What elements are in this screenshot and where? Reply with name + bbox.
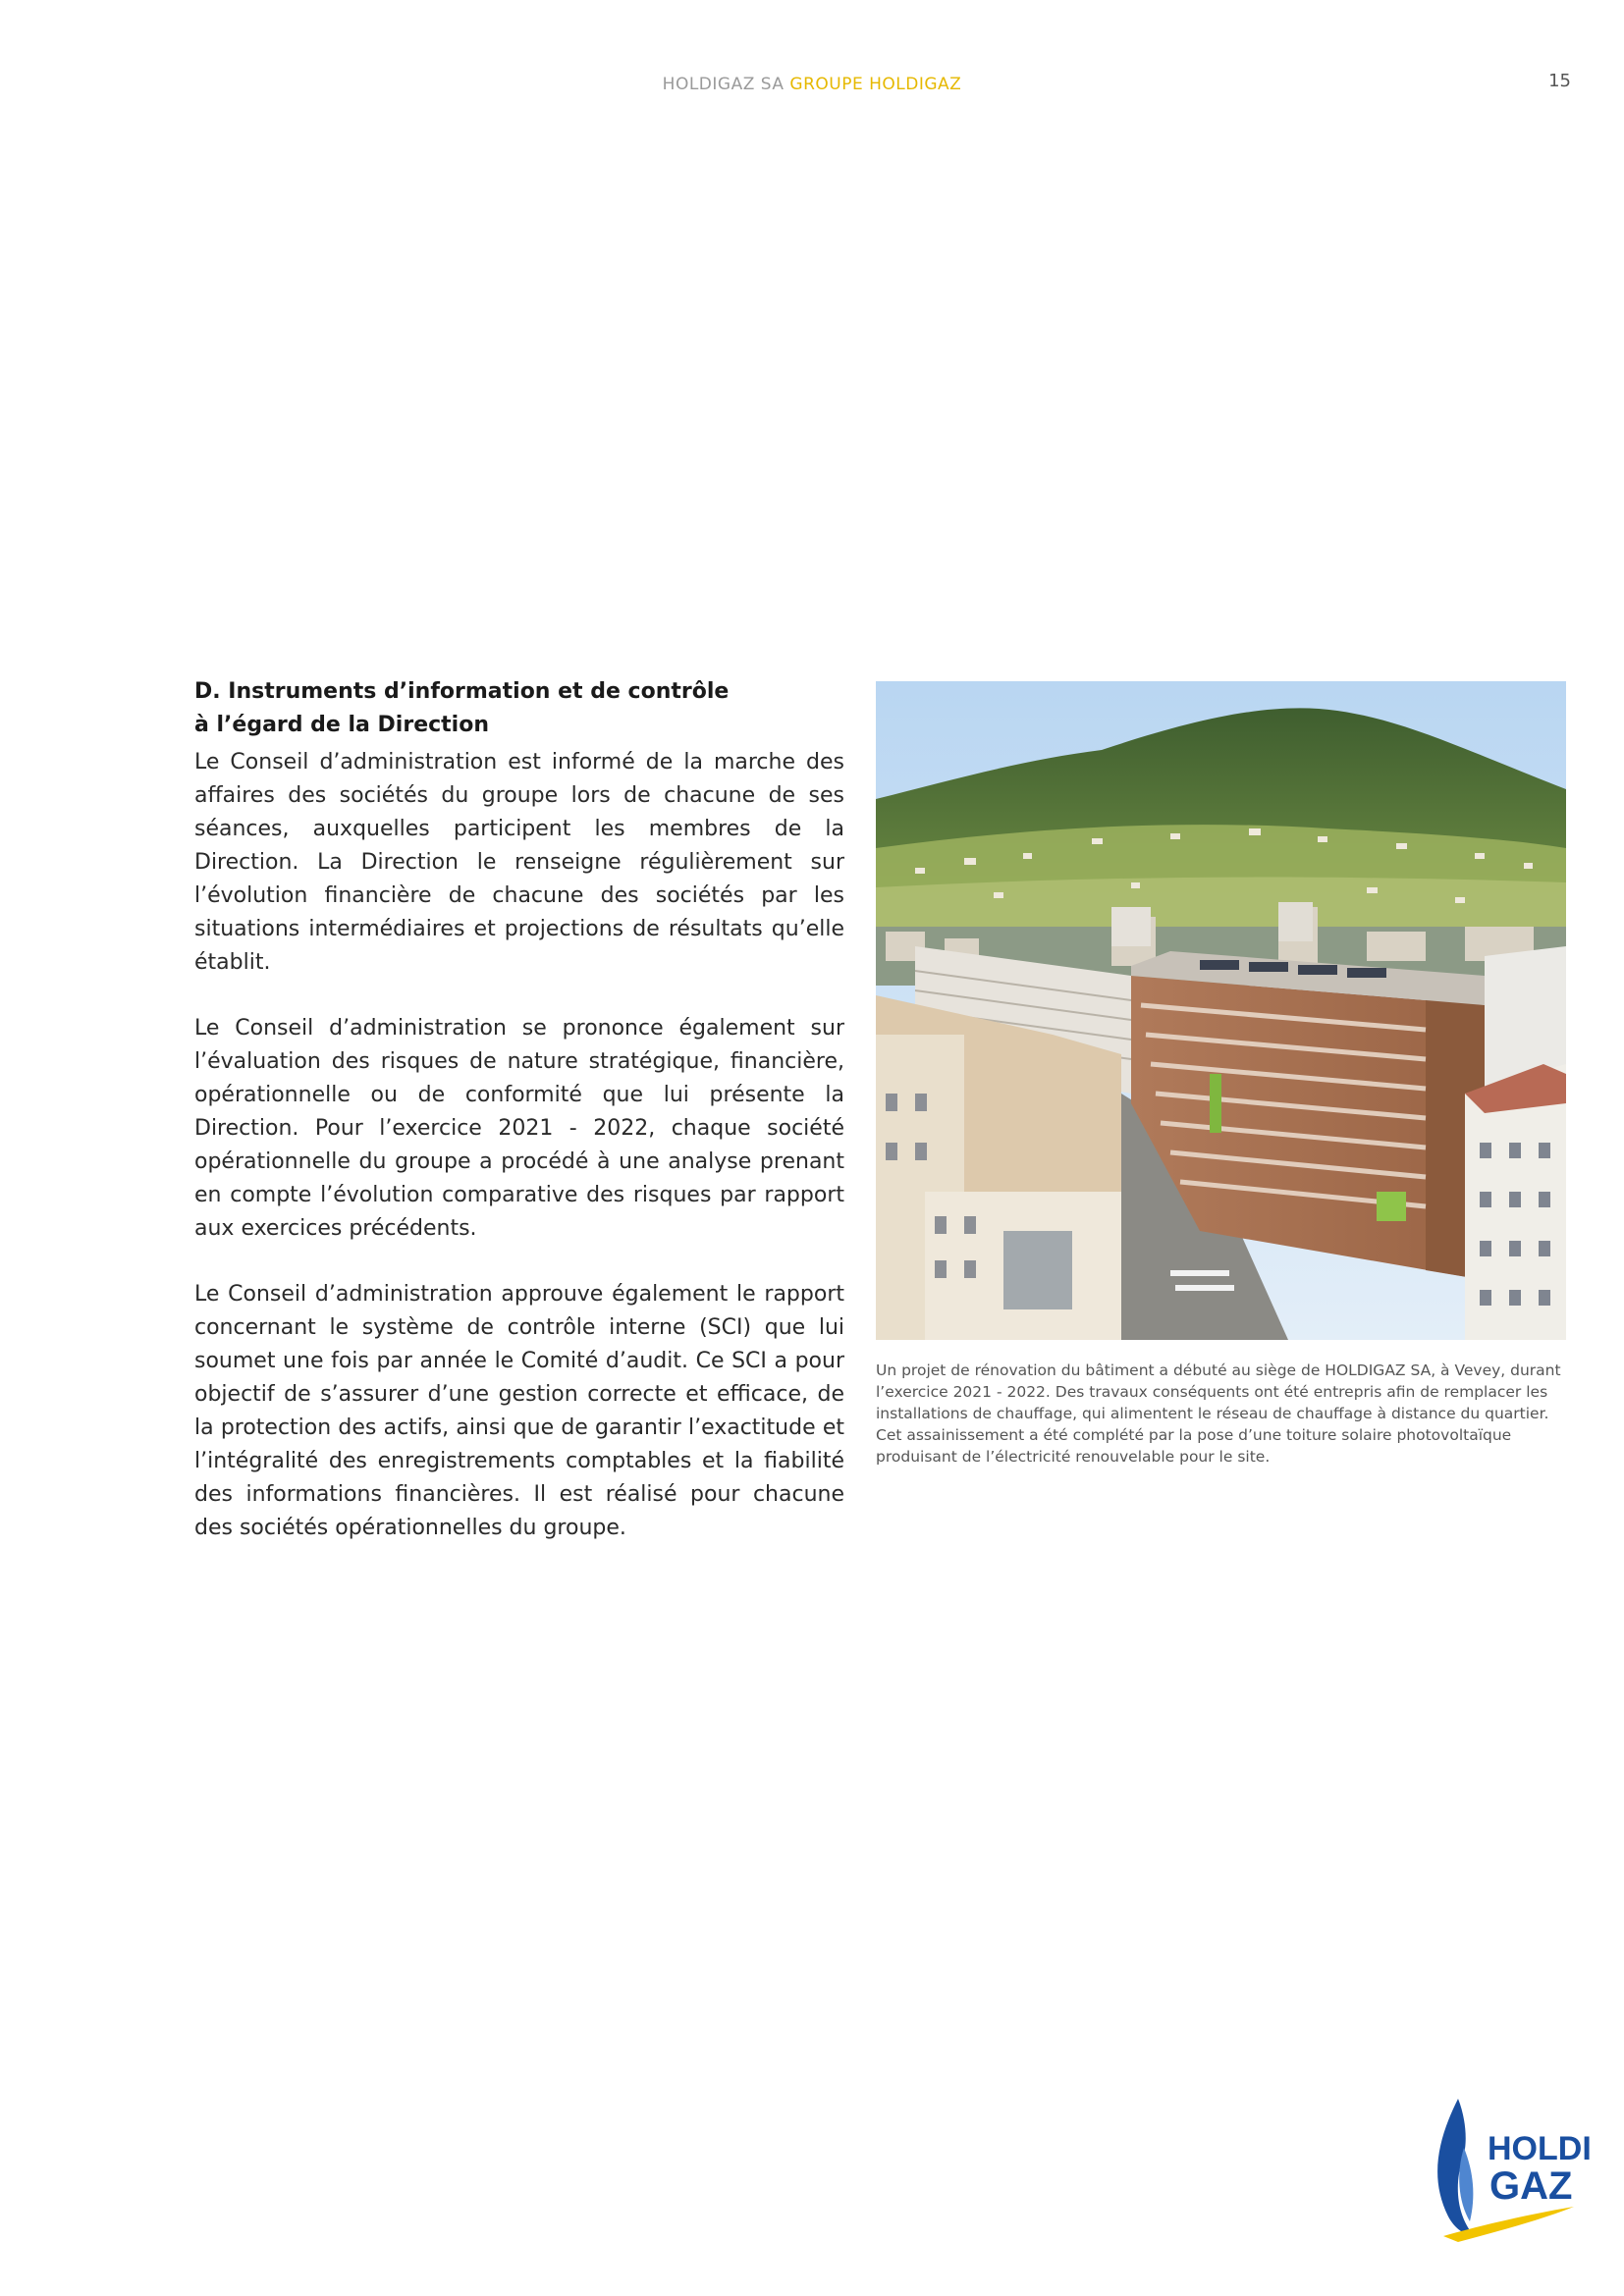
running-header bbox=[0, 75, 1624, 94]
header-group: GROUPE HOLDIGAZ bbox=[789, 75, 962, 94]
logo-text-line2: GAZ bbox=[1489, 2164, 1573, 2208]
building-photo bbox=[876, 681, 1566, 1340]
section-body bbox=[194, 675, 844, 1577]
section-title-line-2: à l’égard de la Direction bbox=[194, 713, 489, 737]
photo-caption: Un projet de rénovation du bâtiment a débuté au siège de HOLDIGAZ SA, à Vevey, durant l’exercice 2021 - 2022. Des travaux conséquents ont été entrepris afin de remplacer les installations de chauffage, qui alimentent le réseau de chauffage à distance du quartier. Cet assainissement a été complété par la pose d’une toiture solaire photovoltaïque produisant de l’électricité renouvelable pour le site. bbox=[876, 1362, 1561, 1466]
holdigaz-logo bbox=[1429, 2089, 1592, 2246]
paragraph-internal-control: Le Conseil d’administration approuve également le rapport concernant le système de contrôle interne (SCI) que lui soumet une fois par année le Comité d’audit. Ce SCI a pour objectif de s’assurer d’une gestion correcte et efficace, de la protection des actifs, ainsi que de garantir l’exactitude et l’intégralité des enregistrements comptables et la fiabilité des informations financières. Il est réalisé pour chacune des sociétés opérationnelles du groupe. bbox=[194, 1282, 844, 1540]
header-company: HOLDIGAZ SA bbox=[662, 75, 785, 94]
page-number: 15 bbox=[1548, 71, 1571, 91]
paragraph-information: Le Conseil d’administration est informé de la marche des affaires des sociétés du groupe lors de chacune de ses séances, auxquelles participent les membres de la Direction. La Direction le renseigne régulièrement sur l’évolution financière de chacune des sociétés par les situations intermédiaires et projections de résultats qu’elle établit. bbox=[194, 750, 844, 975]
paragraph-risks: Le Conseil d’administration se prononce également sur l’évaluation des risques de nature stratégique, financière, opérationnelle ou de conformité que lui présente la Direction. Pour l’exercice 2021 - 2022, chaque société opérationnelle du groupe a procédé à une analyse prenant en compte l’évolution comparative des risques par rapport aux exercices précédents. bbox=[194, 1016, 844, 1241]
logo-text-line1: HOLDI bbox=[1488, 2130, 1592, 2167]
section-title-line-1: D. Instruments d’information et de contrôle bbox=[194, 679, 730, 704]
section-title bbox=[194, 675, 844, 742]
